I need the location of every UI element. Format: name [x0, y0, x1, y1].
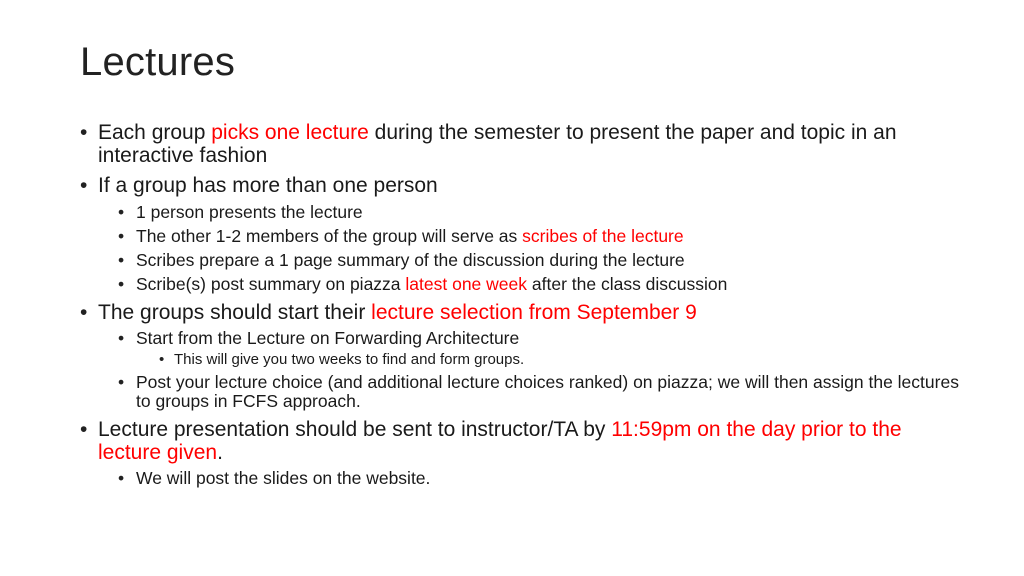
bullet-text: This will give you two weeks to find and form groups. — [174, 351, 525, 369]
bullet-icon: • — [80, 300, 88, 324]
sub-bullet-item — [80, 203, 960, 222]
slide-title: Lectures — [80, 40, 236, 84]
highlight-text: lecture selection from September 9 — [371, 300, 697, 324]
highlight-text: 11:59pm on the day prior to the lecture given — [98, 418, 902, 464]
bullet-item-lecture-pick — [80, 122, 960, 167]
bullet-text: Scribe(s) post summary on piazza — [136, 273, 406, 294]
bullet-item-presentation-deadline — [80, 419, 960, 464]
bullet-text: . — [217, 440, 223, 464]
bullet-text: The other 1-2 members of the group will serve as — [136, 225, 523, 246]
highlight-text: scribes of the lecture — [522, 225, 684, 246]
bullet-text: We will post the slides on the website. — [136, 468, 431, 489]
bullet-icon: • — [118, 273, 125, 294]
bullet-icon: • — [118, 202, 125, 223]
bullet-icon: • — [118, 249, 125, 270]
slide-body — [80, 122, 960, 488]
bullet-text: 1 person presents the lecture — [136, 202, 363, 223]
bullet-icon: • — [118, 328, 125, 349]
bullet-item-group-size — [80, 175, 960, 198]
bullet-icon: • — [80, 418, 88, 442]
bullet-text: Each group — [98, 121, 212, 144]
bullet-icon: • — [118, 468, 125, 489]
bullet-icon: • — [80, 121, 88, 144]
sub-bullet-item — [80, 329, 960, 348]
bullet-text: after the class discussion — [527, 273, 728, 294]
bullet-icon: • — [118, 372, 125, 393]
sub-sub-bullet-item — [80, 352, 960, 368]
bullet-text: Start from the Lecture on Forwarding Architecture — [136, 328, 520, 349]
bullet-icon: • — [80, 174, 88, 198]
sub-bullet-item — [80, 469, 960, 488]
sub-bullet-item — [80, 251, 960, 270]
bullet-text: Scribes prepare a 1 page summary of the discussion during the lecture — [136, 249, 685, 270]
bullet-text: The groups should start their — [98, 300, 372, 324]
bullet-item-selection-start — [80, 302, 960, 325]
bullet-text: during the semester to present the paper and topic in an interactive fashion — [98, 121, 897, 167]
sub-bullet-item — [80, 275, 960, 294]
highlight-text: latest one week — [405, 273, 528, 294]
bullet-text: Post your lecture choice (and additional lecture choices ranked) on piazza; we will then assign the lectures to groups in FCFS approach. — [136, 372, 959, 412]
bullet-icon: • — [118, 225, 125, 246]
sub-bullet-item — [80, 373, 960, 411]
sub-bullet-item — [80, 227, 960, 246]
highlight-text: picks one lecture — [211, 121, 369, 144]
bullet-icon: • — [159, 351, 165, 369]
bullet-text: Lecture presentation should be sent to instructor/TA by — [98, 418, 612, 442]
bullet-text: If a group has more than one person — [98, 174, 438, 198]
